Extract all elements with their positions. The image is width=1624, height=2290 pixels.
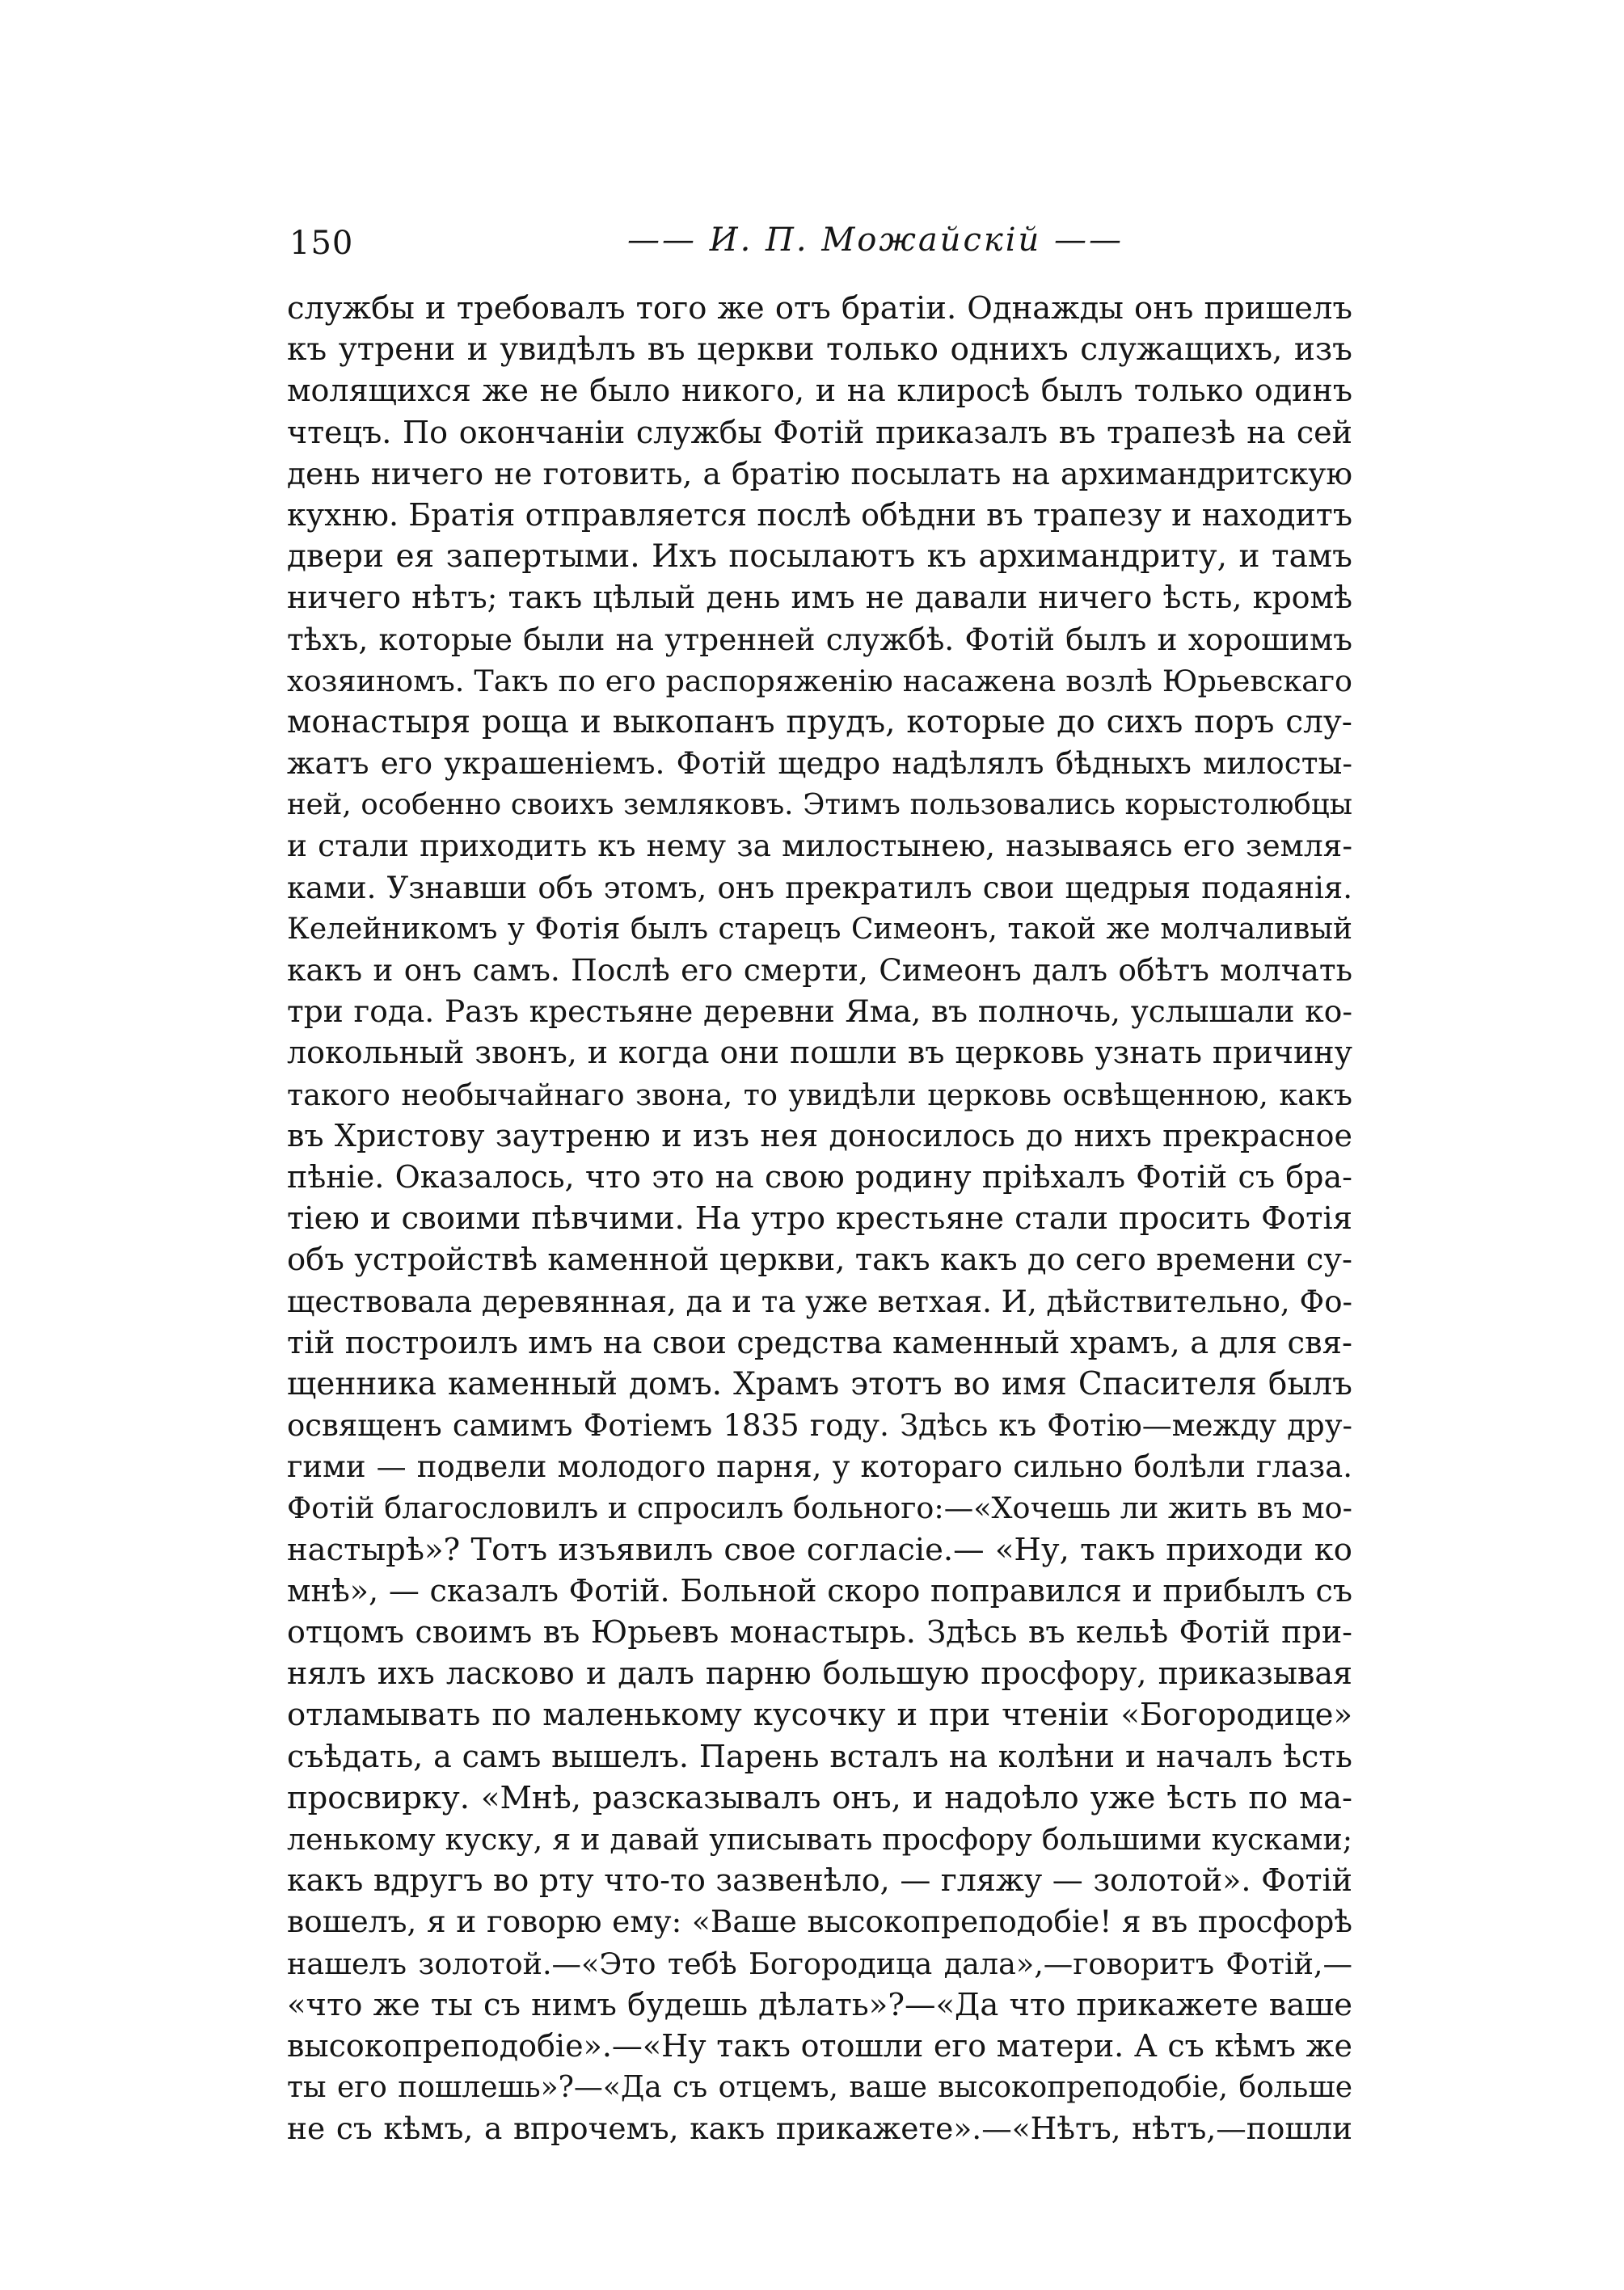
text-line: Фотій благословилъ и спросилъ больного:—«Хочешь ли жить въ мо-	[287, 1491, 1352, 1526]
text-line: ты его пошлешь»?—«Да съ отцемъ, ваше высокопреподобіе, больше	[287, 2071, 1352, 2105]
text-line: монастыря роща и выкопанъ прудъ, которые до сихъ поръ слу-	[287, 703, 1352, 740]
text-line: пѣніе. Оказалось, что это на свою родину пріѣхалъ Фотій съ бра-	[287, 1158, 1352, 1195]
text-line: настырѣ»? Тотъ изъявилъ свое согласіе.— «Ну, такъ приходи ко	[287, 1531, 1352, 1568]
text-line: ленькому куску, я и давай уписывать просфору большими кусками;	[287, 1821, 1352, 1857]
text-line: локольный звонъ, и когда они пошли въ церковь узнать причину	[287, 1035, 1352, 1071]
text-line: Келейникомъ у Фотія былъ старецъ Симеонъ, такой же молчаливый	[287, 912, 1352, 946]
text-line: молящихся же не было никого, и на клиросѣ былъ только одинъ	[287, 373, 1352, 409]
text-line: отламывать по маленькому кусочку и при чтеніи «Богородице»	[287, 1697, 1352, 1734]
text-line: освященъ самимъ Фотіемъ 1835 году. Здѣсь къ Фотію—между дру-	[287, 1408, 1352, 1444]
text-line: нялъ ихъ ласково и далъ парню большую просфору, приказывая	[287, 1655, 1352, 1692]
text-line: мнѣ», — сказалъ Фотій. Больной скоро поправился и прибылъ съ	[287, 1572, 1352, 1609]
text-line: службы и требовалъ того же отъ братіи. Однажды онъ пришелъ	[287, 290, 1352, 327]
text-line: щенника каменный домъ. Храмъ этотъ во имя Спасителя былъ	[287, 1365, 1352, 1402]
text-line: ществовала деревянная, да и та уже ветхая. И, дѣйствительно, Фо-	[287, 1284, 1352, 1319]
text-line: хозяиномъ. Такъ по его распоряженію насажена возлѣ Юрьевскаго	[287, 663, 1352, 698]
text-line: какъ вдругъ во рту что-то зазвенѣло, — гляжу — золотой». Фотій	[287, 1862, 1352, 1899]
text-line: «что же ты съ нимъ будешь дѣлать»?—«Да что прикажете ваше	[287, 1986, 1352, 2023]
running-head: —— И. П. Можайскій ——	[626, 221, 1124, 259]
text-line: какъ и онъ самъ. Послѣ его смерти, Симеонъ далъ обѣтъ молчать	[287, 952, 1352, 988]
text-line: чтецъ. По окончаніи службы Фотій приказалъ въ трапезѣ на сей	[287, 414, 1352, 450]
page-number: 150	[289, 225, 354, 262]
page-header	[289, 217, 1348, 273]
text-line: ничего нѣтъ; такъ цѣлый день имъ не давали ничего ѣсть, кромѣ	[287, 580, 1352, 616]
text-line: высокопреподобіе».—«Ну такъ отошли его матери. А съ кѣмъ же	[287, 2027, 1352, 2064]
text-line: кухню. Братія отправляется послѣ обѣдни въ трапезу и находитъ	[287, 496, 1352, 533]
text-line: гими — подвели молодого парня, у котораго сильно болѣли глаза.	[287, 1449, 1352, 1485]
text-line: не съ кѣмъ, а впрочемъ, какъ прикажете».—«Нѣтъ, нѣтъ,—пошли	[287, 2111, 1352, 2147]
text-line: жатъ его украшеніемъ. Фотій щедро надѣлялъ бѣдныхъ милосты-	[287, 745, 1352, 782]
text-line: ками. Узнавши объ этомъ, онъ прекратилъ свои щедрыя подаянія.	[287, 870, 1352, 905]
text-line: просвирку. «Мнѣ, разсказывалъ онъ, и надоѣло уже ѣсть по ма-	[287, 1779, 1352, 1816]
text-line: и стали приходить къ нему за милостынею, называясь его земля-	[287, 828, 1352, 864]
text-line: тій построилъ имъ на свои средства каменный храмъ, а для свя-	[287, 1324, 1352, 1361]
text-line: къ утрени и увидѣлъ въ церкви только однихъ служащихъ, изъ	[287, 331, 1352, 369]
text-line: объ устройствѣ каменной церкви, такъ какъ до сего времени су-	[287, 1242, 1352, 1279]
text-line: отцомъ своимъ въ Юрьевъ монастырь. Здѣсь въ кельѣ Фотій при-	[287, 1614, 1352, 1650]
text-line: день ничего не готовить, а братію посылать на архимандритскую	[287, 455, 1352, 491]
text-line: вошелъ, я и говорю ему: «Ваше высокопреподобіе! я въ просфорѣ	[287, 1904, 1352, 1940]
body-text	[287, 288, 1352, 2149]
text-line: нашелъ золотой.—«Это тебѣ Богородица дала»,—говоритъ Фотій,—	[287, 1946, 1352, 1981]
text-line: двери ея запертыми. Ихъ посылаютъ къ архимандриту, и тамъ	[287, 538, 1352, 576]
text-line: такого необычайнаго звона, то увидѣли церковь освѣщенною, какъ	[287, 1077, 1352, 1112]
text-line: въ Христову заутреню и изъ нея доносилось до нихъ прекрасное	[287, 1117, 1352, 1153]
text-line: тѣхъ, которые были на утренней службѣ. Фотій былъ и хорошимъ	[287, 621, 1352, 657]
text-line: съѣдать, а самъ вышелъ. Парень всталъ на колѣни и началъ ѣсть	[287, 1738, 1352, 1774]
text-line: три года. Разъ крестьяне деревни Яма, въ полночь, услышали ко-	[287, 993, 1352, 1030]
text-line: тіею и своими пѣвчими. На утро крестьяне стали просить Фотія	[287, 1200, 1352, 1238]
text-line: ней, особенно своихъ земляковъ. Этимъ пользовались корыстолюбцы	[287, 788, 1352, 822]
